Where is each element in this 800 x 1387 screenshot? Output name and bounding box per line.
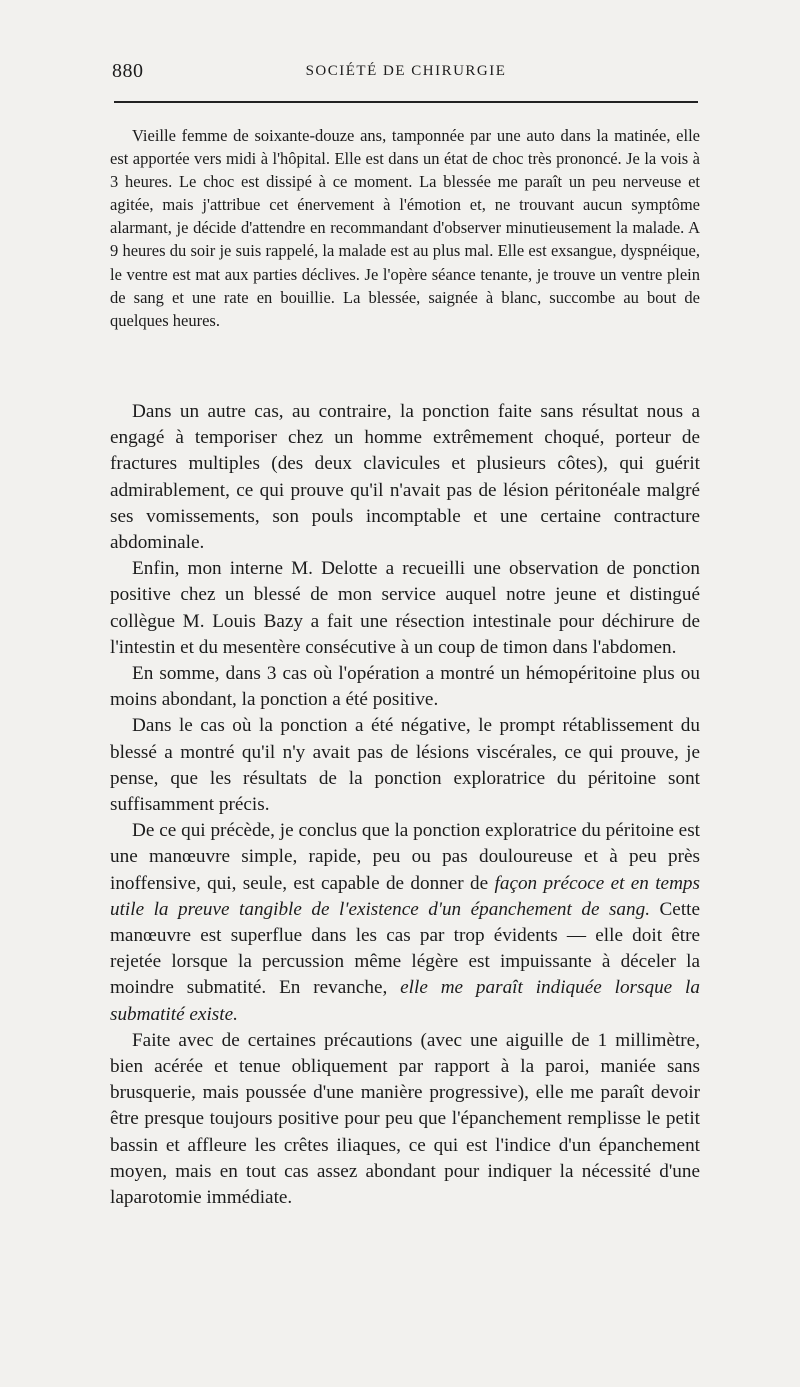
paragraph-5-text-b: Cette manœuvre est superflue dans les cas par trop évidents — elle doit être rejetée lorsque la percussion même légère est impuissante à déceler la moindre submatité. En revanche, <box>110 898 700 999</box>
paragraph-3: En somme, dans 3 cas où l'opération a montré un hémopéritoine plus ou moins abondant, la ponction a été positive. <box>110 663 700 711</box>
paragraph-5-italic-a: façon précoce et en temps utile la preuve tangible de l'existence d'un épanchement de sang. <box>110 872 700 920</box>
paragraph-1: Dans un autre cas, au contraire, la ponction faite sans résultat nous a engagé à temporiser chez un homme extrêmement choqué, porteur de fractures multiples (des deux clavicules et plusieurs côtes), qui guérit admirablement, ce qui prouve qu'il n'avait pas de lésion péritonéale malgré ses vomissements, son pouls incomptable et une certaine contracture abdominale. <box>110 401 700 554</box>
page-header <box>112 60 700 90</box>
page-number: 880 <box>112 60 144 82</box>
header-rule <box>114 101 698 103</box>
case-report-block <box>110 124 700 332</box>
running-title: SOCIÉTÉ DE CHIRURGIE <box>305 63 507 79</box>
paragraph-5-text-a: De ce qui précède, je conclus que la ponction exploratrice du péritoine est une manœuvre simple, rapide, peu ou pas douloureuse et à peu près inoffensive, qui, seule, est capable de donner de <box>110 820 700 894</box>
case-report-paragraph: Vieille femme de soixante-douze ans, tamponnée par une auto dans la matinée, elle est apportée vers midi à l'hôpital. Elle est dans un état de choc très prononcé. Je la vois à 3 heures. Le choc est dissipé à ce moment. La blessée me paraît un peu nerveuse et agitée, mais j'attribue cet énervement à l'émotion et, ne trouvant aucun symptôme alarmant, je décide d'attendre en recommandant d'observer minutieusement la malade. A 9 heures du soir je suis rappelé, la malade est au plus mal. Elle est exsangue, dyspnéique, le ventre est mat aux parties déclives. Je l'opère séance tenante, je trouve un ventre plein de sang et une rate en bouillie. La blessée, saignée à blanc, succombe au bout de quelques heures. <box>110 126 700 330</box>
paragraph-5 <box>110 818 700 1028</box>
paragraph-5-italic-b: elle me paraît indiquée lorsque la submatité existe. <box>110 977 700 1025</box>
paragraph-6: Faite avec de certaines précautions (avec une aiguille de 1 millimètre, bien acérée et tenue obliquement par rapport à la paroi, maniée sans brusquerie, mais poussée d'une manière progressive), elle me paraît devoir être presque toujours positive pour peu que l'épanchement remplisse le petit bassin et affleure les crêtes iliaques, ce qui est l'indice d'un épanchement moyen, mais en tout cas assez abondant pour indiquer la nécessité d'une laparotomie immédiate. <box>110 1029 700 1209</box>
paragraph-4: Dans le cas où la ponction a été négative, le prompt rétablissement du blessé a montré qu'il n'y avait pas de lésions viscérales, ce qui prouve, je pense, que les résultats de la ponction exploratrice du péritoine sont suffisamment précis. <box>110 715 700 816</box>
main-text-block <box>110 399 700 1211</box>
paragraph-2: Enfin, mon interne M. Delotte a recueilli une observation de ponction positive chez un blessé de mon service auquel notre jeune et distingué collègue M. Louis Bazy a fait une résection intestinale pour déchirure de l'intestin et du mesentère consécutive à un coup de timon dans l'abdomen. <box>110 558 700 658</box>
